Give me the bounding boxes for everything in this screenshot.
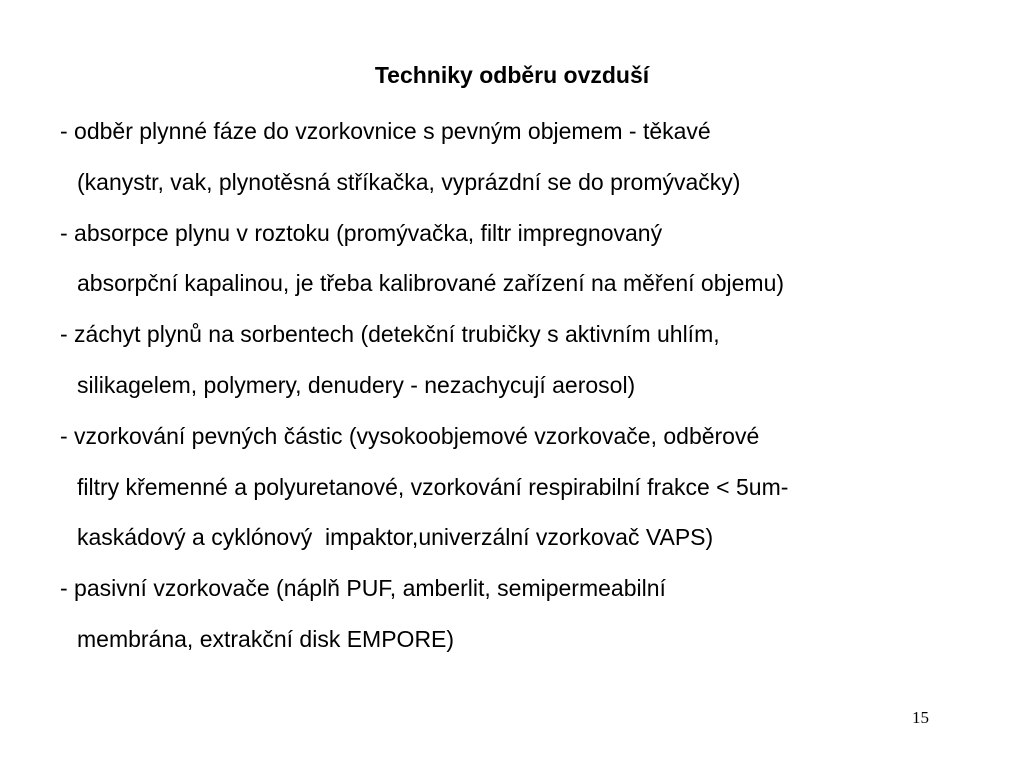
bullet-sorbent-capture: - záchyt plynů na sorbentech (detekční trubičky s aktivním uhlím,	[60, 321, 720, 348]
bullet-particle-sampling-cont-2: kaskádový a cyklónový impaktor,univerzální vzorkovač VAPS)	[77, 524, 714, 551]
bullet-sorbent-capture-cont: silikagelem, polymery, denudery - nezachycují aerosol)	[77, 371, 636, 398]
bullet-absorption-cont: absorpční kapalinou, je třeba kalibrované zařízení na měření objemu)	[77, 270, 785, 297]
bullet-particle-sampling-cont-1: filtry křemenné a polyuretanové, vzorkování respirabilní frakce < 5um-	[77, 473, 789, 500]
bullet-gas-phase-sampling-cont: (kanystr, vak, plynotěsná stříkačka, vyprázdní se do promývačky)	[77, 168, 741, 195]
bullet-gas-phase-sampling: - odběr plynné fáze do vzorkovnice s pevným objemem - těkavé	[60, 118, 711, 144]
bullet-absorption: - absorpce plynu v roztoku (promývačka, filtr impregnovaný	[60, 219, 663, 246]
bullet-particle-sampling: - vzorkování pevných částic (vysokoobjemové vzorkovače, odběrové	[60, 422, 760, 449]
slide-body	[60, 106, 1000, 665]
slide-title: Techniky odběru ovzduší	[374, 62, 650, 88]
bullet-passive-samplers-cont: membrána, extrakční disk EMPORE)	[77, 625, 455, 652]
page-number: 15	[912, 708, 929, 727]
bullet-passive-samplers: - pasivní vzorkovače (náplň PUF, amberlit, semipermeabilní	[60, 575, 666, 602]
